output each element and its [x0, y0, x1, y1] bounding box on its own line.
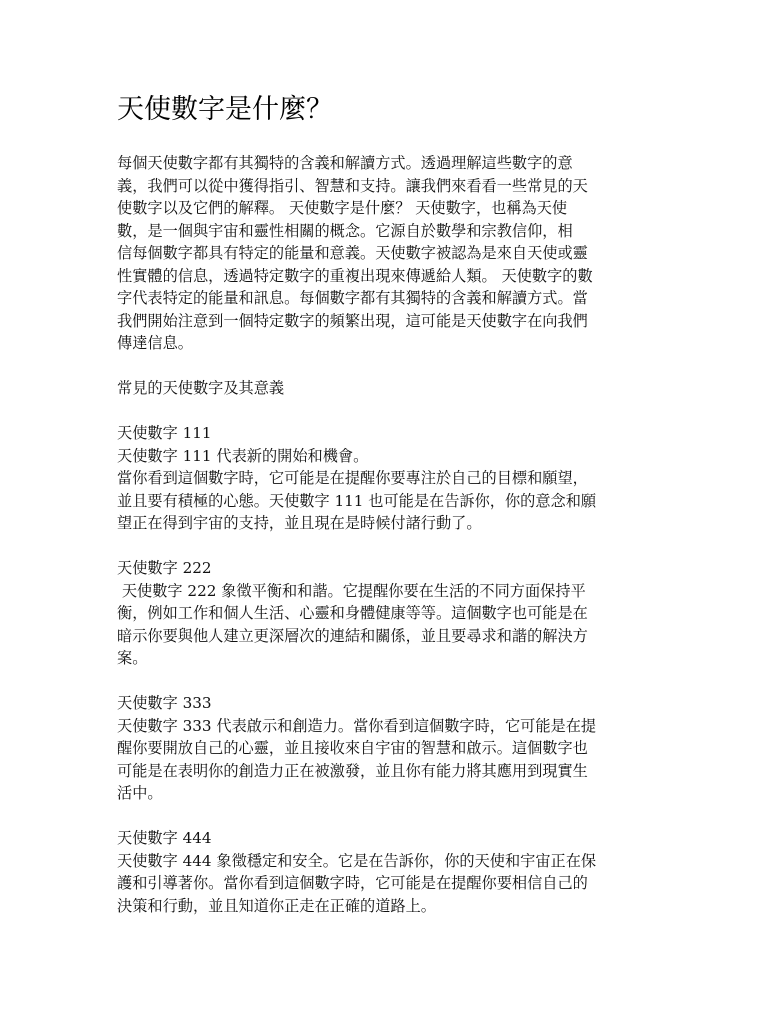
text-line: 案。 [117, 649, 148, 667]
text-line: 字代表特定的能量和訊息。每個數字都有其獨特的含義和解讀方式。當 [117, 289, 588, 307]
text-line: 性實體的信息，透過特定數字的重複出現來傳遞給人類。 天使數字的數 [117, 266, 593, 285]
angel-number-section-333 [117, 692, 647, 805]
text-line: 當你看到這個數字時，它可能是在提醒你要專注於自己的目標和願望， [117, 469, 588, 487]
text-line: 天使數字 111 代表新的開始和機會。 [117, 446, 369, 465]
text-line: 可能是在表明你的創造力正在被激發，並且你有能力將其應用到現實生 [117, 761, 588, 780]
text-line: 並且要有積極的心態。天使數字 111 也可能是在告訴你，你的意念和願 [117, 491, 597, 510]
text-line: 護和引導著你。當你看到這個數字時，它可能是在提醒你要相信自己的 [117, 874, 588, 892]
page-title: 天使數字是什麼？ [117, 94, 333, 125]
text-line: 暗示你要與他人建立更深層次的連結和關係，並且要尋求和諧的解決方 [117, 626, 588, 645]
text-line: 醒你要開放自己的心靈，並且接收來自宇宙的智慧和啟示。這個數字也 [117, 739, 588, 757]
angel-number-section-444 [117, 827, 647, 917]
text-line: 天使數字 222 象徵平衡和和諧。它提醒你要在生活的不同方面保持平 [117, 581, 586, 600]
text-line: 望正在得到宇宙的支持，並且現在是時候付諸行動了。 [117, 514, 482, 532]
number-heading: 天使數字 333 [117, 694, 212, 712]
number-heading: 天使數字 111 [117, 424, 212, 442]
angel-number-section-111 [117, 422, 647, 535]
text-line: 活中。 [117, 784, 163, 802]
document-body [117, 152, 647, 917]
text-line: 天使數字 333 代表啟示和創造力。當你看到這個數字時，它可能是在提 [117, 716, 597, 735]
text-line: 傳達信息。 [117, 334, 193, 352]
text-line: 義，我們可以從中獲得指引、智慧和支持。讓我們來看看一些常見的天 [117, 176, 588, 195]
text-line: 決策和行動，並且知道你正走在正確的道路上。 [117, 896, 436, 915]
section-heading: 常見的天使數字及其意義 [117, 379, 285, 397]
angel-number-section-222 [117, 557, 647, 670]
number-heading: 天使數字 444 [117, 829, 212, 847]
text-line: 衡，例如工作和個人生活、心靈和身體健康等等。這個數字也可能是在 [117, 604, 588, 622]
text-line: 每個天使數字都有其獨特的含義和解讀方式。透過理解這些數字的意 [117, 154, 573, 172]
text-line: 我們開始注意到一個特定數字的頻繁出現，這可能是天使數字在向我們 [117, 311, 588, 330]
text-line: 數，是一個與宇宙和靈性相關的概念。它源自於數學和宗教信仰，相 [117, 221, 573, 240]
number-heading: 天使數字 222 [117, 559, 212, 577]
text-line: 使數字以及它們的解釋。 天使數字是什麼？ 天使數字，也稱為天使 [117, 199, 568, 217]
intro-paragraph [117, 152, 647, 355]
text-line: 信每個數字都具有特定的能量和意義。天使數字被認為是來自天使或靈 [117, 244, 588, 262]
text-line: 天使數字 444 象徵穩定和安全。它是在告訴你，你的天使和宇宙正在保 [117, 851, 597, 870]
